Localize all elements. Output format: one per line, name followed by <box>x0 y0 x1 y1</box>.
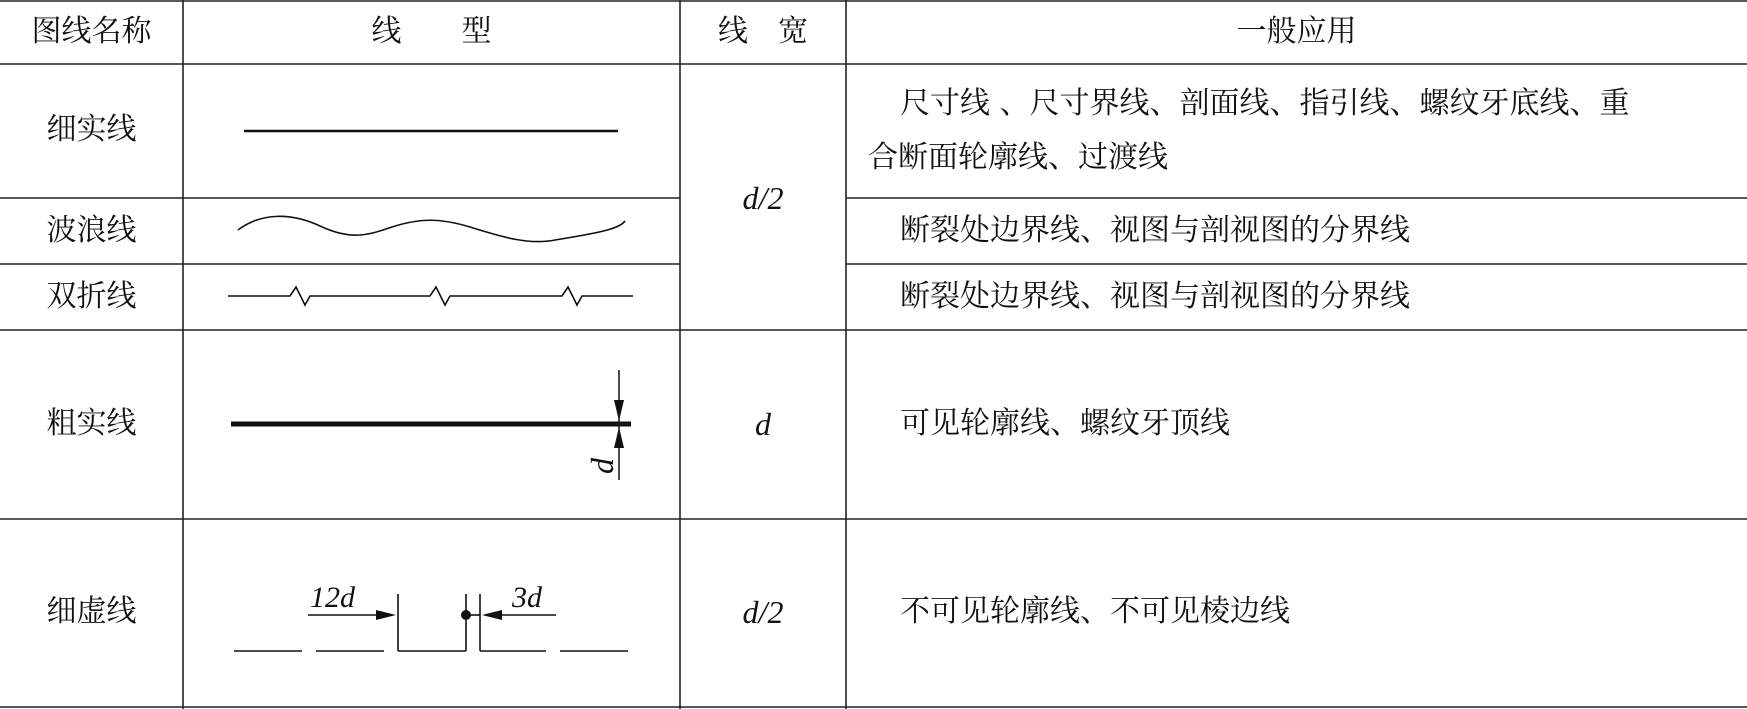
width-thick: d <box>755 406 771 442</box>
header-name: 图线名称 <box>31 14 152 49</box>
row-name-thin-dashed: 细虚线 <box>46 594 137 629</box>
width-thin-dashed: d/2 <box>742 594 784 630</box>
dash-length-label: 12d <box>310 581 355 614</box>
row-name-thick-solid: 粗实线 <box>46 406 137 441</box>
row-name-double-break: 双折线 <box>46 279 137 314</box>
header-line-width: 线 宽 <box>718 14 808 49</box>
row-use-thin-dashed: 不可见轮廓线、不可见棱边线 <box>900 594 1290 629</box>
row-name-thin-solid: 细实线 <box>46 112 137 147</box>
row-name-wavy: 波浪线 <box>46 213 137 248</box>
row-use-wavy: 断裂处边界线、视图与剖视图的分界线 <box>900 213 1410 248</box>
width-thin-group: d/2 <box>742 180 784 216</box>
row-use-thick-solid: 可见轮廓线、螺纹牙顶线 <box>900 406 1230 441</box>
header-general-use: 一般应用 <box>1236 14 1357 49</box>
row-use-double-break: 断裂处边界线、视图与剖视图的分界线 <box>900 279 1410 314</box>
row-use-thin-solid-line2: 合断面轮廓线、过渡线 <box>868 140 1168 175</box>
row-use-thin-solid-line1: 尺寸线 、尺寸界线、剖面线、指引线、螺纹牙底线、重 <box>900 86 1630 121</box>
thick-line-dimension-label: d <box>584 458 620 474</box>
gap-length-label: 3d <box>512 581 542 614</box>
header-line-type: 线 型 <box>371 14 492 49</box>
